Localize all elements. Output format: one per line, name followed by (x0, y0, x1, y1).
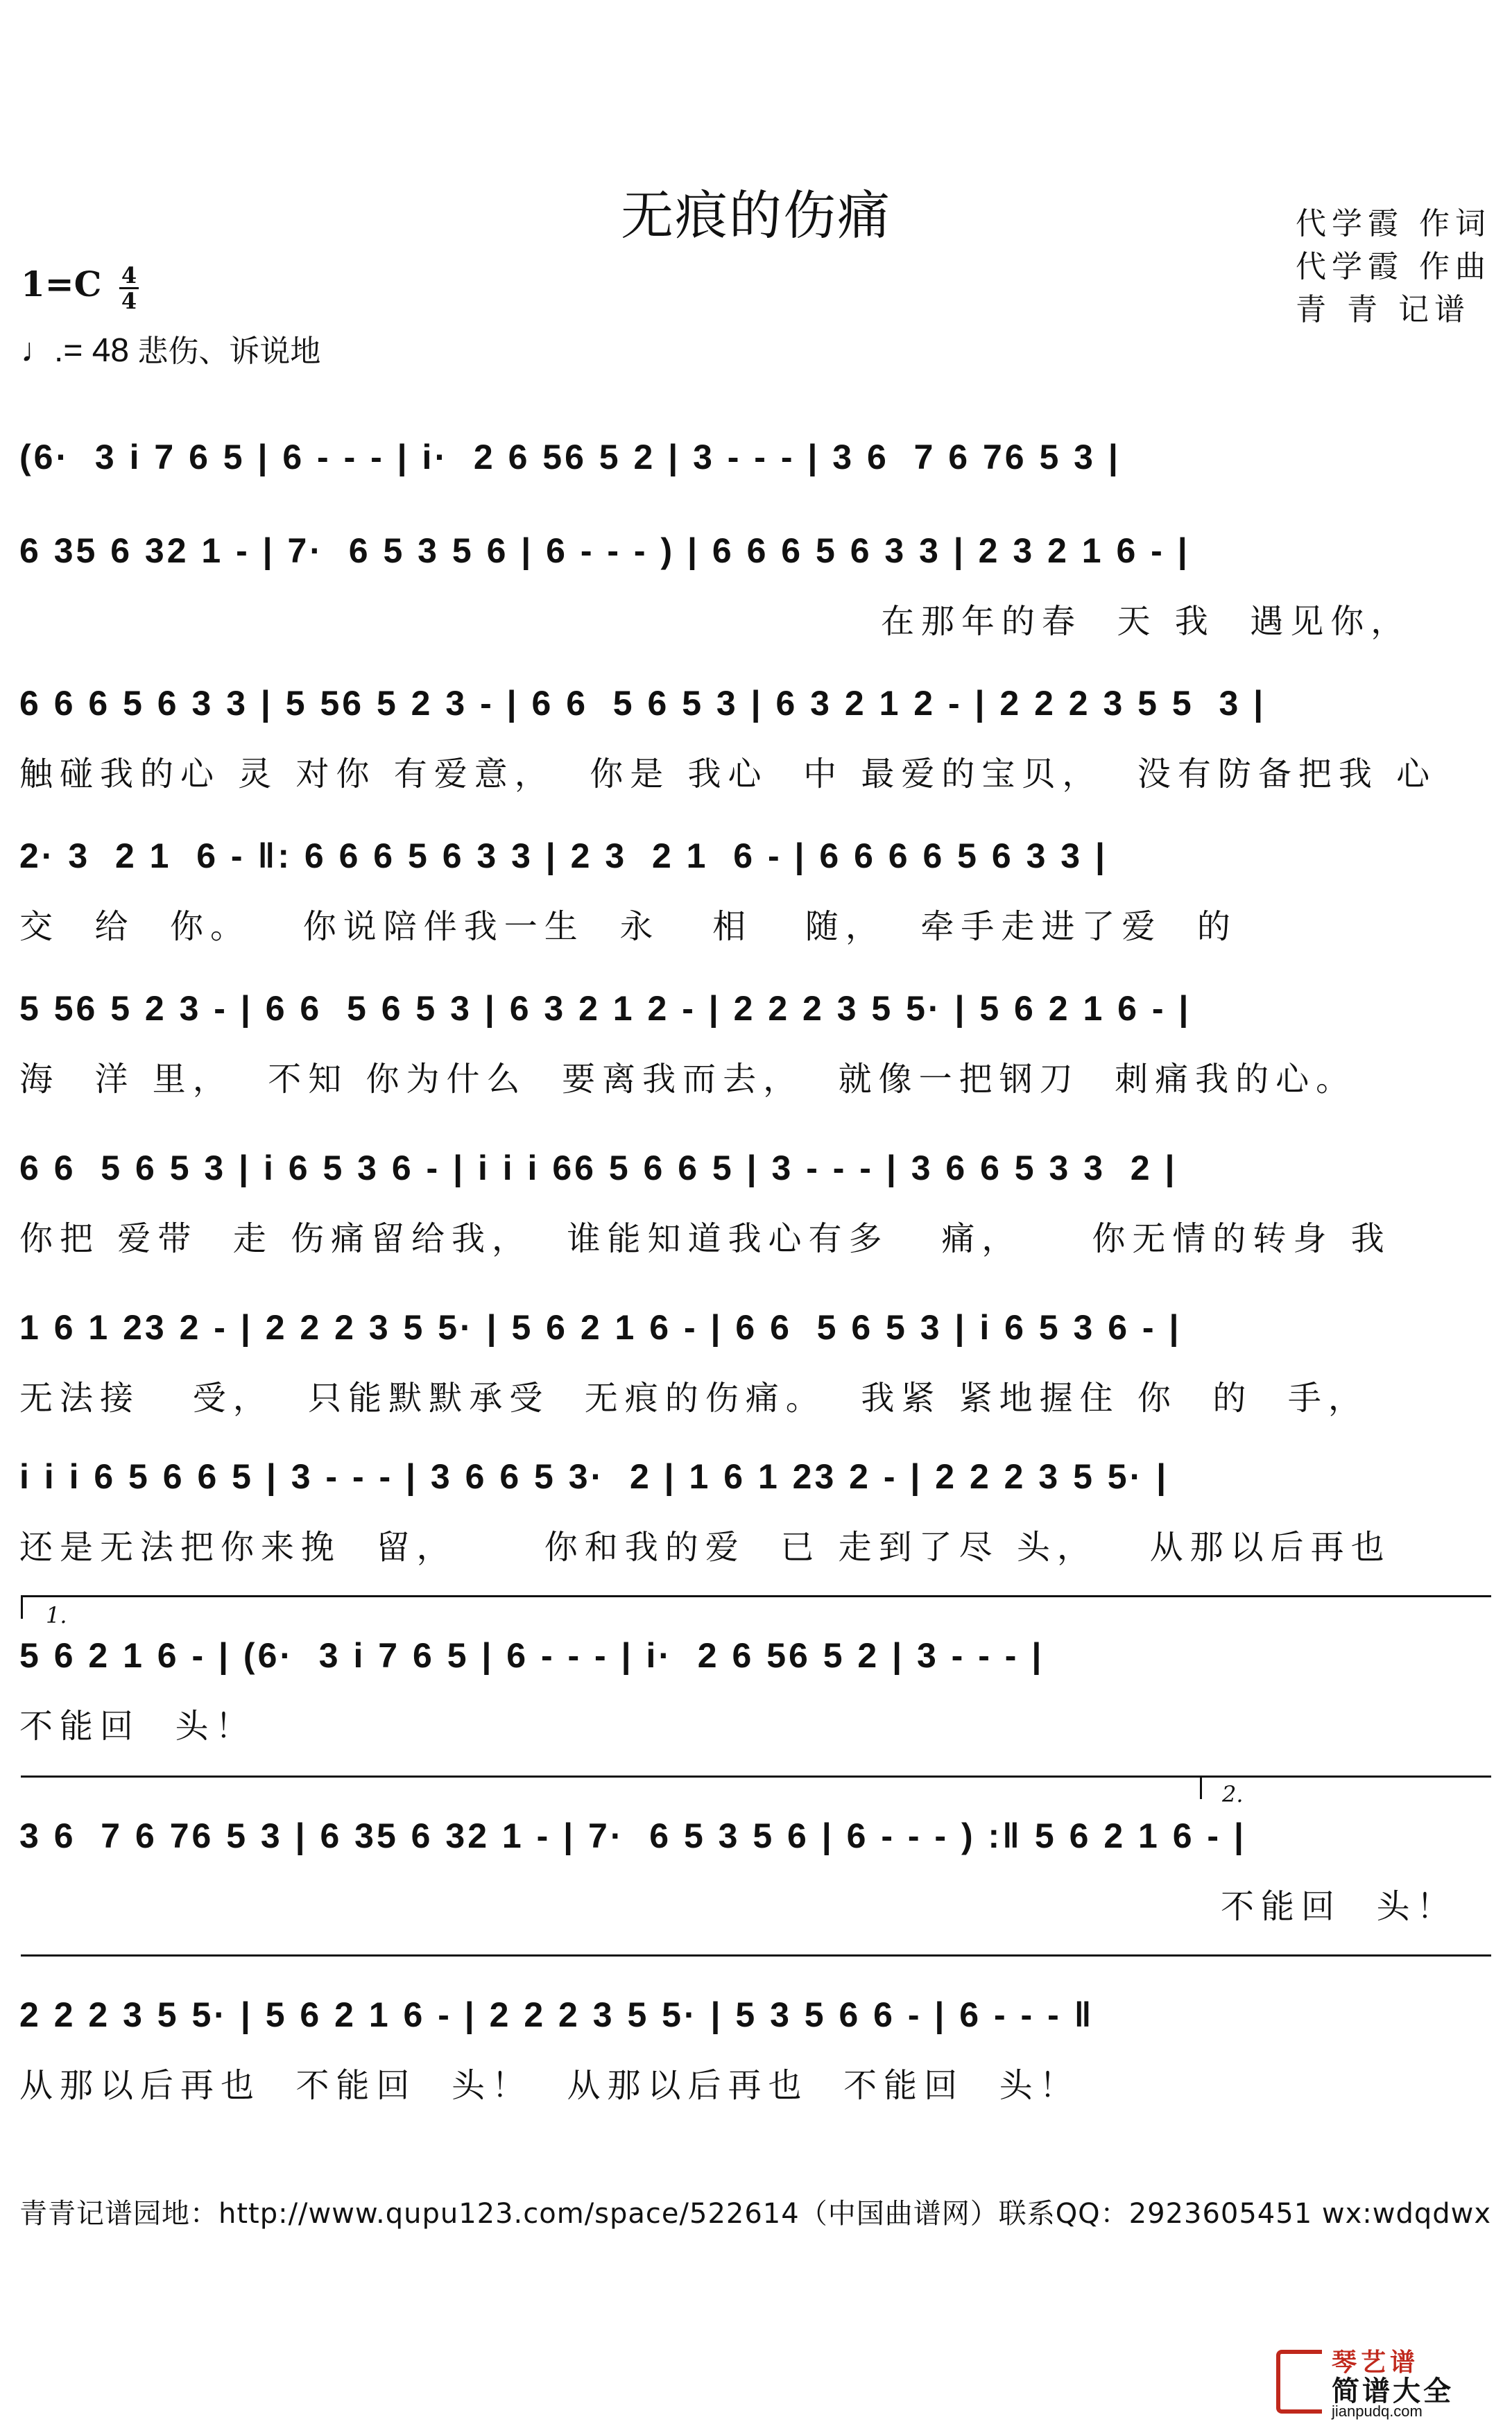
stave-lyrics: 还是无法把你来挽 留， 你和我的爱 已 走到了尽 头， 从那以后再也 (19, 1528, 1391, 1567)
mood-marking: 悲伤、诉说地 (137, 334, 321, 368)
stave-lyrics: 触碰我的心 灵 对你 有爱意， 你是 我心 中 最爱的宝贝， 没有防备把我 心 (19, 755, 1437, 793)
key-signature: 1=C (21, 264, 102, 304)
stave-lyrics: 无法接 受， 只能默默承受 无痕的伤痛。 我紧 紧地握住 你 的 手， (19, 1379, 1368, 1418)
volta-1-label: 1. (46, 1602, 67, 1628)
stave-notes: 6 35 6 32 1 - | 7· 6 5 3 5 6 | 6 - - - ) | 6 6 6 5 6 3 3 | 2 3 2 1 6 - | (19, 531, 1190, 570)
volta-2-line (1200, 1776, 1491, 1778)
stave-notes: 2· 3 2 1 6 - ‖: 6 6 6 5 6 3 3 | 2 3 2 1 6 - | 6 6 6 6 5 6 3 3 | (19, 836, 1108, 875)
credits-block (1296, 203, 1491, 332)
song-title: 无痕的伤痛 (621, 184, 891, 246)
volta-2-label: 2. (1222, 1781, 1244, 1807)
stave-lyrics: 交 给 你。 你说陪伴我一生 永 相 随， 牵手走进了爱 的 (19, 907, 1237, 946)
stave-notes: i i i 6 5 6 6 5 | 3 - - - | 3 6 6 5 3· 2 | 1 6 1 23 2 - | 2 2 2 3 5 5· | (19, 1457, 1169, 1496)
volta-2-continuation-line (21, 1954, 1491, 1957)
volta-1-tick (21, 1595, 23, 1619)
tempo-marking (21, 326, 320, 370)
stave-notes: 5 56 5 2 3 - | 6 6 5 6 5 3 | 6 3 2 1 2 - | 2 2 2 3 5 5· | 5 6 2 1 6 - | (19, 989, 1192, 1028)
stave-lyrics: 你把 爱带 走 伤痛留给我， 谁能知道我心有多 痛， 你无情的转身 我 (19, 1219, 1391, 1258)
time-signature (119, 264, 139, 313)
logo-mark-icon (1276, 2350, 1322, 2414)
stave-notes: 1 6 1 23 2 - | 2 2 2 3 5 5· | 5 6 2 1 6 - | 6 6 5 6 5 3 | i 6 5 3 6 - | (19, 1308, 1182, 1347)
stave-notes: 6 6 6 5 6 3 3 | 5 56 5 2 3 - | 6 6 5 6 5 3 | 6 3 2 1 2 - | 2 2 2 3 5 5 3 | (19, 684, 1266, 723)
transcriber-credit: 青 青 记谱 (1296, 292, 1470, 327)
time-signature-bottom: 4 (121, 288, 137, 314)
lyricist-credit: 代学霞 作词 (1296, 206, 1491, 241)
site-logo (1276, 2343, 1484, 2419)
volta-1-line (21, 1595, 1491, 1597)
logo-brand-name: 简谱大全 (1332, 2375, 1454, 2407)
stave-notes: 5 6 2 1 6 - | (6· 3 i 7 6 5 | 6 - - - | i· 2 6 56 5 2 | 3 - - - | (19, 1636, 1045, 1675)
composer-credit: 代学霞 作曲 (1296, 249, 1491, 284)
stave-notes: 2 2 2 3 5 5· | 5 6 2 1 6 - | 2 2 2 3 5 5· | 5 3 5 6 6 - | 6 - - - ‖ (19, 1995, 1094, 2034)
stave-lyrics: 不能回 头！ (19, 1707, 256, 1746)
stave-notes: (6· 3 i 7 6 5 | 6 - - - | i· 2 6 56 5 2 | 3 - - - | 3 6 7 6 76 5 3 | (19, 438, 1121, 476)
stave-notes: 6 6 5 6 5 3 | i 6 5 3 6 - | i i i 66 5 6 6 5 | 3 - - - | 3 6 6 5 3 3 2 | (19, 1149, 1178, 1187)
logo-url: jianpudq.com (1332, 2402, 1423, 2420)
stave-lyrics: 从那以后再也 不能回 头！ 从那以后再也 不能回 头！ (19, 2066, 1080, 2105)
stave-lyrics: 海 洋 里， 不知 你为什么 要离我而去， 就像一把钢刀 刺痛我的心。 (19, 1060, 1357, 1099)
volta-2-tick (1200, 1776, 1202, 1799)
stave-notes: 3 6 7 6 76 5 3 | 6 35 6 32 1 - | 7· 6 5 3 5 6 | 6 - - - ) :‖ 5 6 2 1 6 - | (19, 1816, 1246, 1855)
logo-brand-top: 琴艺谱 (1332, 2348, 1420, 2377)
tempo-value: ♩.= 48 (21, 332, 130, 369)
footer-contact: 青青记谱园地：http://www.qupu123.com/space/522614（中国曲谱网）联系QQ：2923605451 wx:wdqdwx (19, 2198, 1492, 2230)
stave-lyrics: 不能回 头！ (1221, 1887, 1457, 1926)
time-signature-top: 4 (121, 262, 137, 289)
volta-1-continuation-line (21, 1776, 1200, 1778)
stave-lyrics: 在那年的春 天 我 遇见你， (881, 602, 1411, 641)
